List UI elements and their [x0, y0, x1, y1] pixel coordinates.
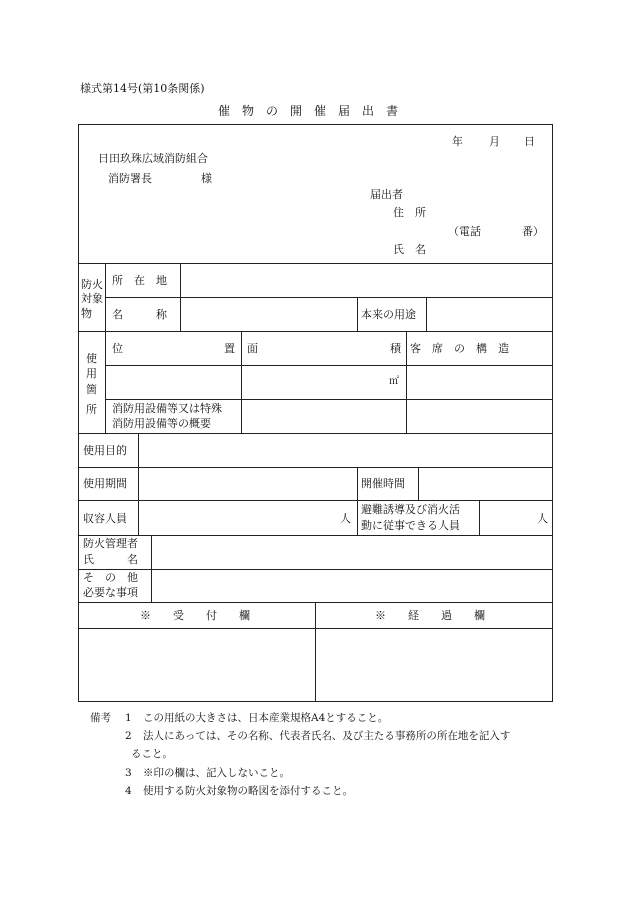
period-label: 使用期間	[83, 477, 127, 490]
note-4-text: 使用する防火対象物の略図を添付すること。	[143, 785, 353, 797]
rule	[105, 365, 553, 366]
progress-column-header: ※ 経 過 欄	[375, 609, 485, 622]
date-day: 日	[524, 135, 535, 148]
rule	[138, 433, 139, 535]
rule	[357, 297, 358, 331]
page-title: 催 物 の 開 催 届 出 書	[218, 104, 399, 118]
rule	[180, 263, 181, 331]
usage-group-label-4: 所	[86, 403, 97, 416]
usage-group-label-2: 用	[86, 367, 97, 380]
rule	[105, 297, 553, 298]
rule	[78, 331, 553, 332]
usage-group-label-1: 使	[86, 352, 97, 365]
note-1-number: 1	[125, 712, 132, 724]
rule	[78, 467, 553, 468]
phone-close: 番）	[522, 225, 544, 238]
facility-group-label-3: 物	[81, 307, 92, 320]
purpose-label: 使用目的	[83, 444, 127, 457]
area-label-right: 積	[390, 342, 401, 355]
evacuation-unit: 人	[537, 512, 548, 525]
rule	[78, 569, 553, 570]
rule	[78, 433, 553, 434]
rule	[418, 467, 419, 501]
org-name: 日田玖珠広域消防組合	[98, 152, 208, 165]
rule	[151, 535, 152, 602]
rule	[105, 399, 553, 400]
note-4-number: 4	[125, 785, 132, 797]
date-month: 月	[489, 135, 500, 148]
rule	[78, 500, 553, 501]
evacuation-staff-line1: 避難誘導及び消火活	[361, 503, 460, 516]
phone-open: （電話	[448, 225, 481, 238]
other-line1: そ の 他	[83, 571, 138, 584]
capacity-label: 収容人員	[83, 512, 127, 525]
reception-column-header: ※ 受 付 欄	[140, 609, 250, 622]
rule	[426, 297, 427, 331]
facility-name-label: 名 称	[112, 308, 167, 321]
equipment-overview-line2: 消防用設備等の概要	[112, 417, 211, 430]
fire-manager-line1: 防火管理者	[83, 537, 138, 550]
rule	[479, 500, 480, 535]
area-unit: ㎡	[389, 376, 399, 387]
rule	[105, 263, 106, 433]
note-2-continuation: ること。	[131, 748, 173, 760]
note-1-text: この用紙の大きさは、日本産業規格A4とすること。	[143, 712, 389, 724]
note-2-text: 法人にあっては、その名称、代表者氏名、及び主たる事務所の所在地を記入す	[143, 730, 511, 742]
rule	[406, 331, 407, 433]
rule	[357, 467, 358, 535]
honorific: 様	[201, 172, 212, 185]
recipient: 消防署長	[108, 172, 152, 185]
rule	[315, 602, 316, 702]
rule	[78, 535, 553, 536]
notes-label: 備考	[90, 712, 111, 724]
evacuation-staff-line2: 動に従事できる人員	[361, 519, 460, 532]
note-3-number: 3	[125, 767, 132, 779]
rule	[241, 331, 242, 433]
other-line2: 必要な事項	[83, 586, 138, 599]
seating-structure-label: 客 席 の 構 造	[410, 342, 509, 355]
form-number: 様式第14号(第10条関係)	[80, 82, 205, 95]
usage-group-label-3: 箇	[86, 383, 97, 396]
location-label: 所 在 地	[112, 274, 167, 287]
address-label: 住 所	[393, 206, 426, 219]
area-label-left: 面	[247, 342, 258, 355]
note-2-number: 2	[125, 730, 132, 742]
event-time-label: 開催時間	[361, 477, 405, 490]
note-3-text: ※印の欄は、記入しないこと。	[143, 767, 290, 779]
capacity-unit: 人	[340, 512, 351, 525]
facility-group-label-1: 防火	[81, 278, 103, 291]
position-label-left: 位	[112, 342, 123, 355]
equipment-overview-line1: 消防用設備等又は特殊	[112, 402, 222, 415]
applicant-label: 届出者	[370, 188, 403, 201]
facility-group-label-2: 対象	[81, 292, 103, 305]
position-label-right: 置	[224, 342, 235, 355]
rule	[78, 263, 553, 264]
name-label: 氏 名	[393, 243, 426, 256]
original-use-label: 本来の用途	[361, 308, 416, 321]
date-year: 年	[452, 135, 463, 148]
fire-manager-line2: 氏 名	[83, 553, 138, 566]
